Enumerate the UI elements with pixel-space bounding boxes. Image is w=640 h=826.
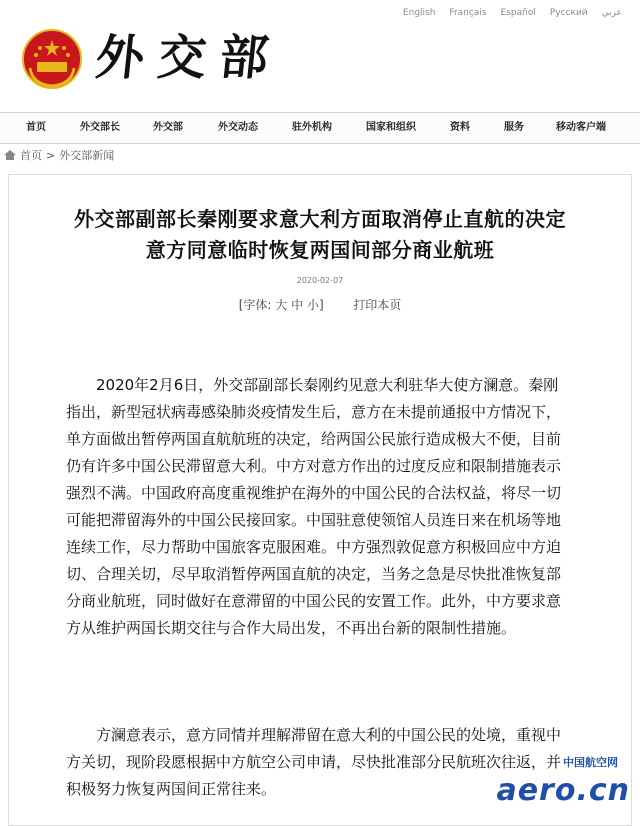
language-bar: [403, 8, 622, 18]
watermark-subtitle: 中国航空网: [563, 756, 618, 769]
font-size-label: [字体:: [238, 298, 272, 312]
nav-home[interactable]: 首页: [26, 122, 46, 133]
print-page-button[interactable]: 打印本页: [353, 298, 402, 312]
home-icon: [4, 150, 16, 160]
para1-line: 方从维护两国长期交往与合作大局出发，不再出台新的限制性措施。: [66, 619, 517, 637]
font-large-button[interactable]: 大: [275, 298, 288, 312]
article-date: 2020-02-07: [296, 276, 344, 285]
nav-ministry[interactable]: 外交部: [153, 122, 183, 133]
lang-arabic[interactable]: عربي: [601, 8, 622, 18]
site-logo-calligraphy[interactable]: 外交部: [93, 30, 285, 86]
para1-line: 强烈不满。中国政府高度重视维护在海外的中国公民的合法权益，将尽一切: [66, 484, 562, 502]
para2-line: 方澜意表示，意方同情并理解滞留在意大利的中国公民的处境，重视中: [66, 726, 562, 744]
article-title-line2: 意方同意临时恢复两国间部分商业航班: [145, 238, 495, 262]
font-small-button[interactable]: 小]: [306, 298, 324, 312]
breadcrumb-home[interactable]: 首页: [20, 149, 42, 162]
nav-resources[interactable]: 资料: [450, 122, 470, 133]
para1-line: 仍有许多中国公民滞留意大利。中方对意方作出的过度反应和限制措施表示: [66, 457, 562, 475]
para1-line: 切、合理关切，尽早取消暂停两国直航的决定，当务之急是尽快批准恢复部: [66, 565, 562, 583]
article-tools: [0, 296, 640, 313]
para1-line: 连续工作，尽力帮助中国旅客克服困难。中方强烈敦促意方积极回应中方迫: [66, 538, 562, 556]
watermark-logo: aero.cn: [496, 773, 630, 808]
nav-minister[interactable]: 外交部长: [80, 122, 120, 133]
font-medium-button[interactable]: 中: [291, 298, 304, 312]
para1-line: 指出，新型冠状病毒感染肺炎疫情发生后，意方在未提前通报中方情况下，: [66, 403, 562, 421]
breadcrumb: [4, 147, 114, 163]
lang-spanish[interactable]: Español: [500, 8, 536, 18]
nav-news[interactable]: 外交动态: [218, 122, 258, 133]
article-title-line1: 外交部副部长秦刚要求意大利方面取消停止直航的决定: [74, 207, 566, 231]
para2-line: 积极努力恢复两国间正常往来。: [66, 780, 277, 798]
breadcrumb-section[interactable]: 外交部新闻: [59, 149, 115, 162]
nav-countries[interactable]: 国家和组织: [366, 122, 416, 133]
national-emblem-icon[interactable]: [22, 28, 82, 90]
para1-line: 可能把滞留海外的中国公民接回家。中国驻意使领馆人员连日来在机场等地: [66, 511, 562, 529]
para1-line: 2020年2月6日，外交部副部长秦刚约见意大利驻华大使方澜意。秦刚: [66, 376, 559, 394]
site-header: [0, 0, 640, 110]
main-nav: [0, 112, 640, 144]
nav-mobile[interactable]: 移动客户端: [556, 122, 606, 133]
lang-french[interactable]: Français: [449, 8, 487, 18]
para2-line: 方关切，现阶段愿根据中方航空公司申请，尽快批准部分民航班次往返，并: [66, 753, 562, 771]
para1-line: 分商业航班，同时做好在意滞留的中国公民的安置工作。此外，中方要求意: [66, 592, 562, 610]
nav-services[interactable]: 服务: [504, 122, 524, 133]
para1-line: 单方面做出暂停两国直航航班的决定，给两国公民旅行造成极大不便，目前: [66, 430, 562, 448]
lang-russian[interactable]: Русский: [549, 8, 588, 18]
breadcrumb-separator: >: [46, 148, 56, 162]
lang-english[interactable]: English: [402, 8, 436, 18]
article-paragraph-1: [66, 372, 606, 642]
nav-missions[interactable]: 驻外机构: [292, 122, 332, 133]
